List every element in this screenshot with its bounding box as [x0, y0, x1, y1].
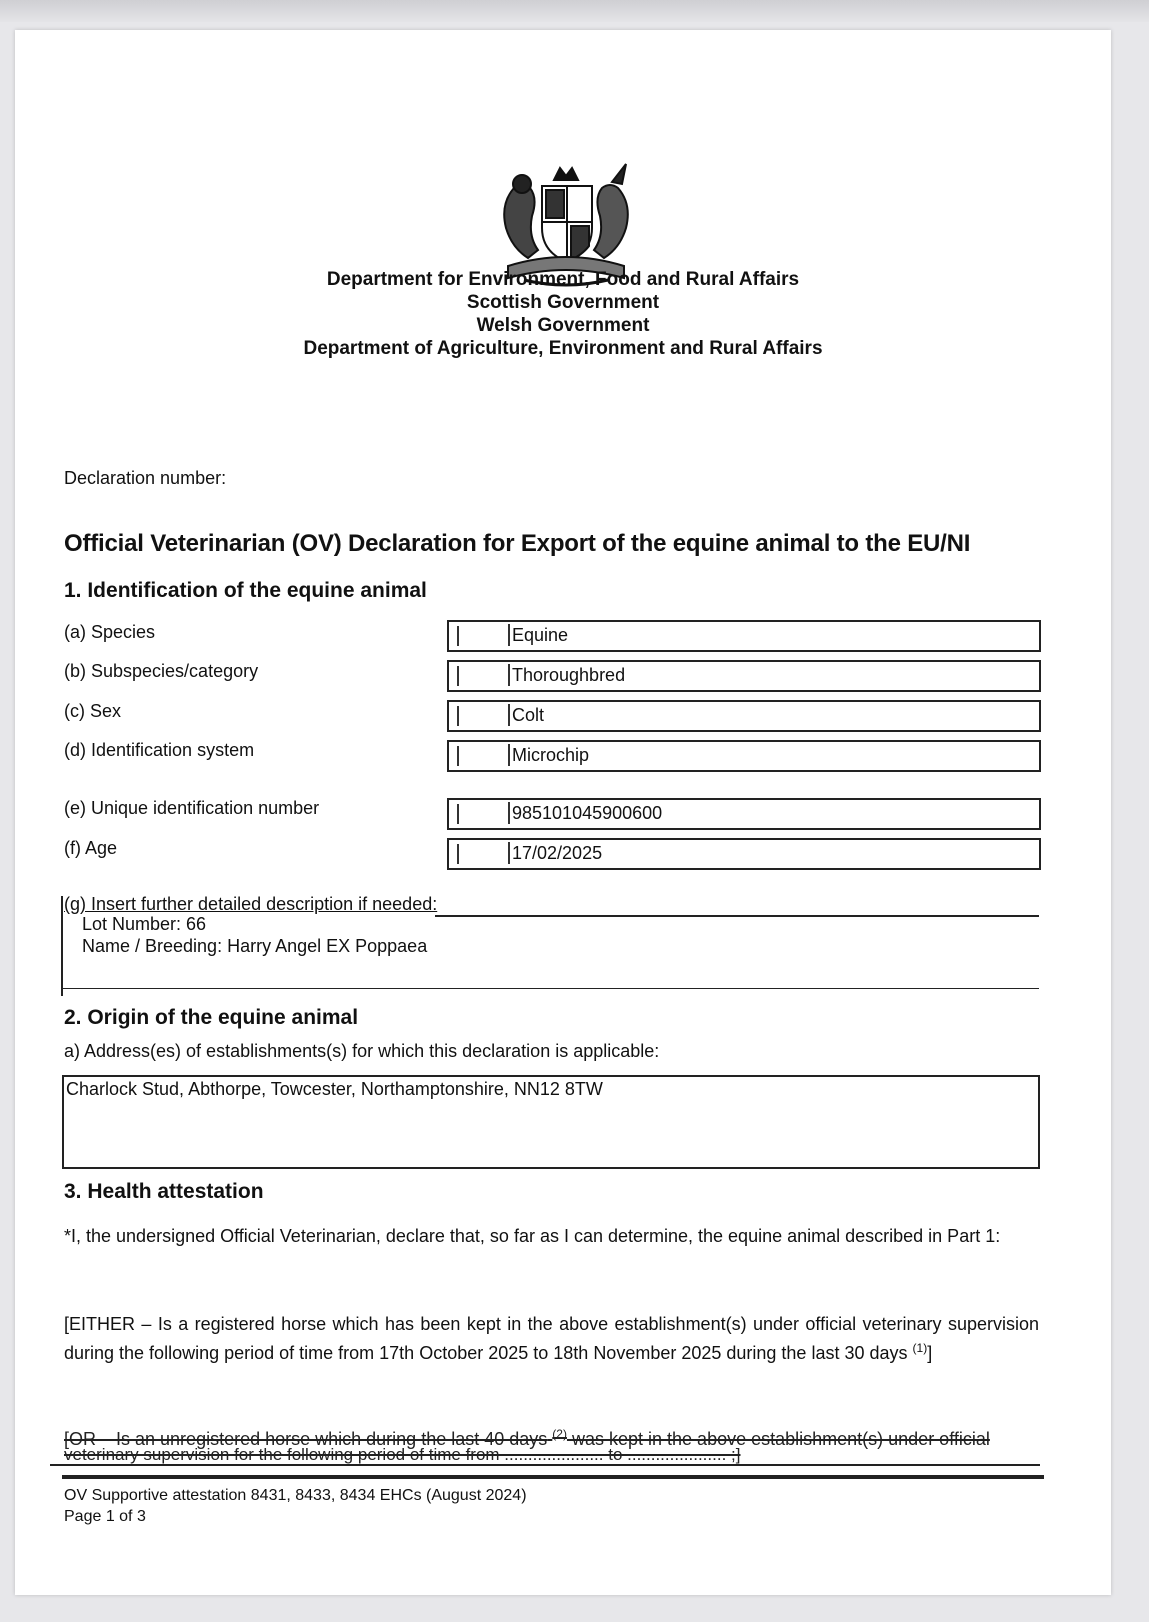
- section-heading: 2. Origin of the equine animal: [64, 1006, 359, 1029]
- or-clause-text-cont: was kept in the above establishment(s) under official: [571, 1429, 990, 1449]
- document-page: [15, 30, 1111, 1595]
- species-value: Equine: [508, 624, 568, 646]
- field-label-sex: (c) Sex: [64, 701, 122, 721]
- footer-rule-thick: [62, 1475, 1044, 1479]
- health-intro-text: *I, the undersigned Official Veterinarian, declare that, so far as I can determine, the equine animal described in Part 1:: [64, 1226, 1001, 1246]
- field-label-age: (f) Age: [64, 838, 118, 858]
- identification-system-value: Microchip: [508, 744, 589, 766]
- age-value: 17/02/2025: [508, 842, 602, 864]
- lot-number-text: Lot Number: 66: [82, 914, 207, 934]
- form-reference: OV Supportive attestation 8431, 8433, 8434 EHCs (August 2024): [64, 1487, 527, 1504]
- field-label-species: (a) Species: [64, 622, 156, 642]
- field-label-identification-system: (d) Identification system: [64, 740, 255, 760]
- address-label: a) Address(es) of establishments(s) for which this declaration is applicable:: [64, 1041, 660, 1061]
- left-margin-rule: [61, 896, 63, 996]
- department-name: Department of Agriculture, Environment and Rural Affairs: [303, 338, 823, 359]
- unique-id-value: 985101045900600: [508, 802, 662, 824]
- address-value: Charlock Stud, Abthorpe, Towcester, Northamptonshire, NN12 8TW: [66, 1079, 603, 1099]
- section-heading: 3. Health attestation: [64, 1180, 264, 1203]
- sex-field[interactable]: [447, 700, 1041, 732]
- sex-value: Colt: [508, 704, 544, 726]
- age-field[interactable]: [447, 838, 1041, 870]
- either-clause-close: ]: [927, 1343, 933, 1363]
- either-footnote-ref: (1): [912, 1341, 928, 1355]
- or-clause-text: [OR – Is an unregistered horse which during the last 40 days: [64, 1429, 548, 1449]
- breeding-text: Name / Breeding: Harry Angel EX Poppaea: [82, 936, 428, 956]
- unique-id-field[interactable]: [447, 798, 1041, 830]
- department-name: Welsh Government: [476, 315, 650, 336]
- section-divider: [62, 988, 1039, 989]
- or-footnote-ref: (2): [552, 1427, 567, 1441]
- subspecies-value: Thoroughbred: [508, 664, 625, 686]
- section-heading: 1. Identification of the equine animal: [64, 579, 427, 602]
- address-field[interactable]: [62, 1075, 1040, 1169]
- department-name: Scottish Government: [466, 292, 660, 313]
- either-clause: [64, 1312, 1039, 1365]
- department-name: Department for Environment, Food and Rural Affairs: [326, 269, 800, 290]
- footer-rule-thin: [50, 1464, 1040, 1466]
- subspecies-field[interactable]: [447, 660, 1041, 692]
- field-label-unique-id: (e) Unique identification number: [64, 798, 320, 818]
- further-description-rule: [435, 915, 1039, 917]
- window-top-bar: [0, 0, 1149, 22]
- field-label-subspecies: (b) Subspecies/category: [64, 661, 259, 681]
- or-clause-line2: veterinary supervision for the following period of time from ..................... to ..................... ;]: [64, 1445, 741, 1464]
- declaration-number-label: Declaration number:: [64, 468, 227, 488]
- either-clause-text: [EITHER – Is a registered horse which has been kept in the above establishment(s) under official veterinary supervision during the following period of time from 17th October 2025 to 18th November 2025 during the last 30 days: [64, 1314, 1039, 1363]
- identification-system-field[interactable]: [447, 740, 1041, 772]
- page-number: Page 1 of 3: [64, 1508, 146, 1525]
- further-description-label: (g) Insert further detailed description if needed:: [64, 894, 438, 914]
- document-title: Official Veterinarian (OV) Declaration for Export of the equine animal to the EU/NI: [64, 530, 971, 557]
- species-field[interactable]: [447, 620, 1041, 652]
